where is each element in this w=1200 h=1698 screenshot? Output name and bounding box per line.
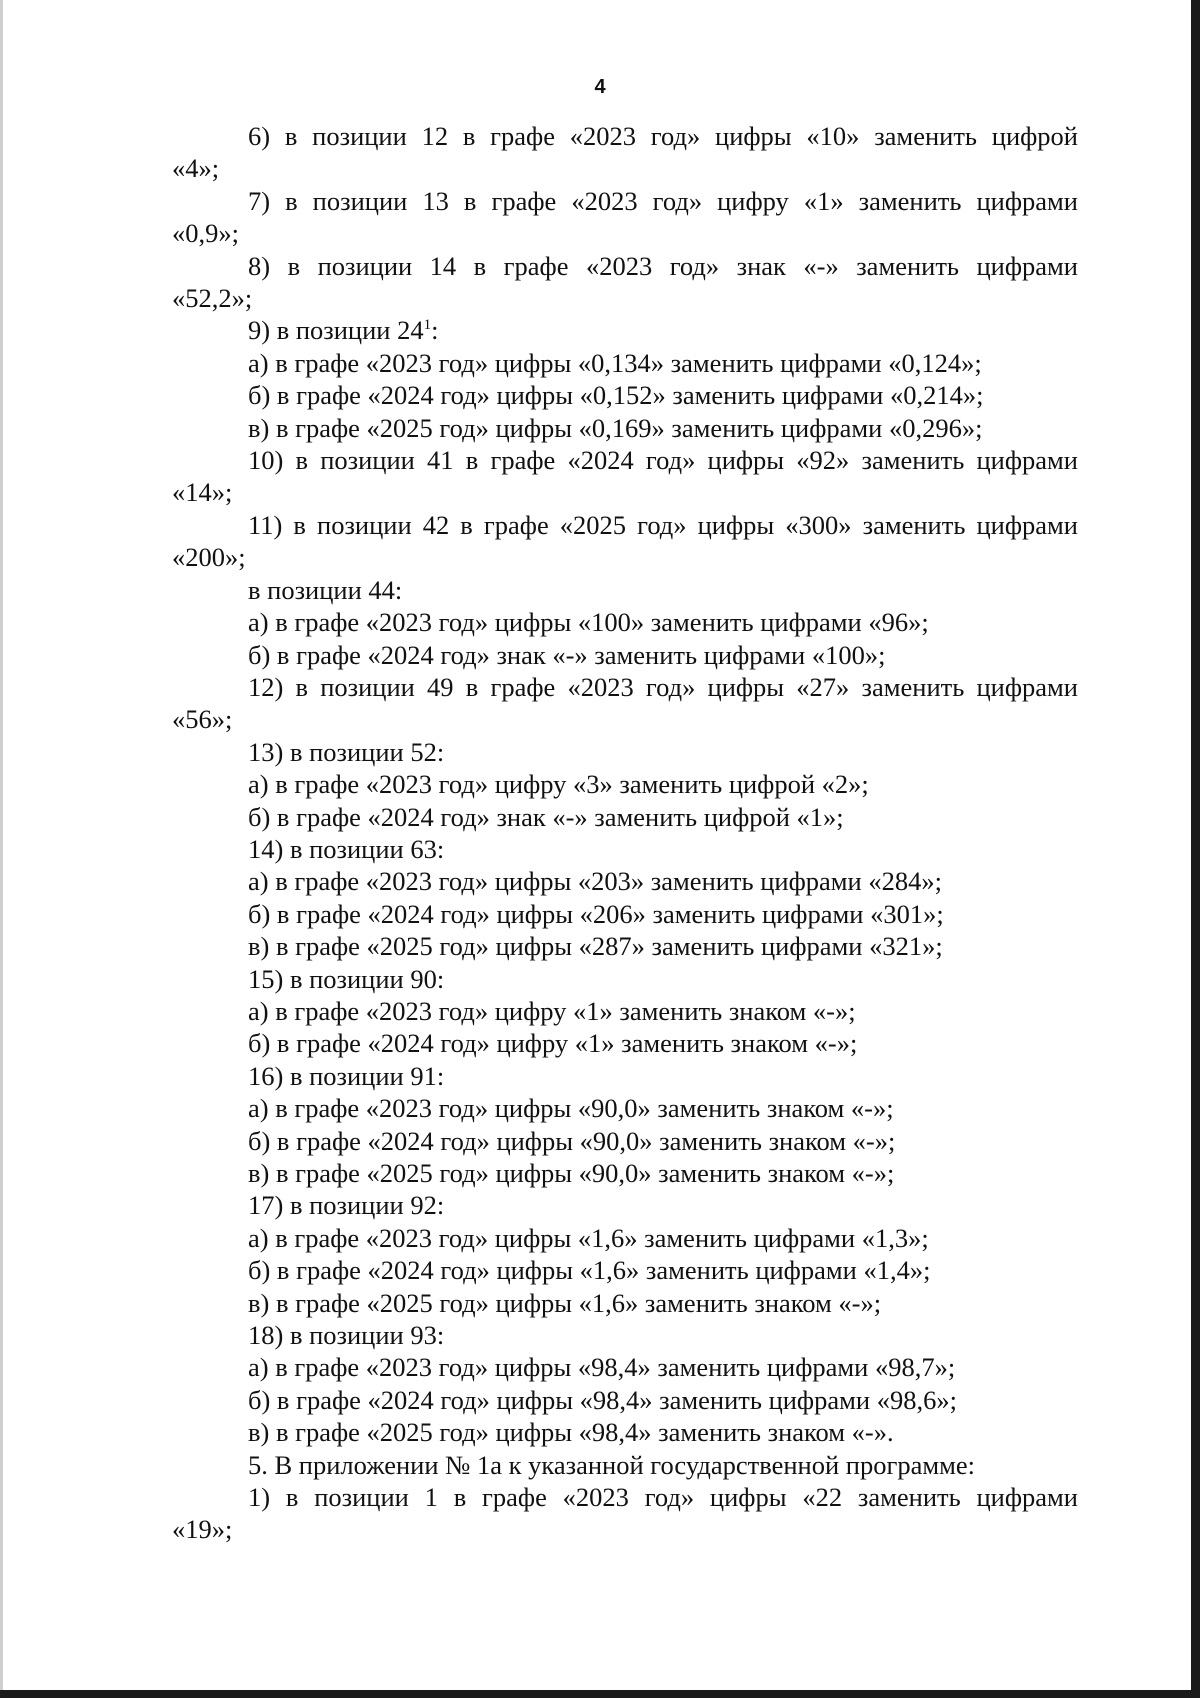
text-line [172,1125,1078,1157]
text-line [172,1092,1078,1124]
text-line [172,282,1078,314]
text-line [172,152,1078,184]
text-line [172,801,1078,833]
line-text: 1) в позиции 1 в графе «2023 год» цифры «22 заменить цифрами [248,1482,1078,1513]
line-text: 18) в позиции 93: [248,1320,445,1351]
line-text: «200»; [172,542,246,573]
line-text: в) в графе «2025 год» цифры «0,169» заменить цифрами «0,296»; [248,412,983,443]
line-text: б) в графе «2024 год» цифры «206» заменить цифрами «301»; [248,898,944,929]
line-text: а) в графе «2023 год» цифры «0,134» заменить цифрами «0,124»; [248,347,982,378]
line-text: 15) в позиции 90: [248,963,445,994]
scan-left-edge [0,0,3,1698]
line-text: 11) в позиции 42 в графе «2025 год» цифры «300» заменить цифрами [248,509,1078,540]
text-line [172,1287,1078,1319]
line-text: 12) в позиции 49 в графе «2023 год» цифры «27» заменить цифрами [248,671,1078,702]
line-text: «19»; [172,1514,233,1545]
line-text: в) в графе «2025 год» цифры «287» заменить цифрами «321»; [248,931,943,962]
line-text: «56»; [172,704,233,735]
text-line [172,1060,1078,1092]
text-line [172,250,1078,282]
line-text: в) в графе «2025 год» цифры «1,6» заменить знаком «-»; [248,1287,882,1318]
line-text: а) в графе «2023 год» цифры «98,4» заменить цифрами «98,7»; [248,1352,956,1383]
text-line [172,1222,1078,1254]
line-text: «52,2»; [172,283,253,314]
line-text: 16) в позиции 91: [248,1060,445,1091]
line-suffix: : [431,315,439,346]
text-line [172,1319,1078,1351]
line-text: в позиции 44: [248,574,403,605]
line-text: а) в графе «2023 год» цифру «1» заменить знаком «-»; [248,995,856,1026]
line-text: 17) в позиции 92: [248,1190,445,1221]
line-text: в) в графе «2025 год» цифры «98,4» заменить знаком «-». [248,1417,894,1448]
line-text: а) в графе «2023 год» цифры «1,6» заменить цифрами «1,3»; [248,1222,929,1253]
line-text: 9) в позиции 24 [248,315,424,346]
text-line [172,1481,1078,1513]
line-text: «0,9»; [172,218,239,249]
text-line [172,120,1078,152]
text-line [172,444,1078,476]
page-number: 4 [594,76,606,98]
text-line [172,963,1078,995]
line-text: 6) в позиции 12 в графе «2023 год» цифры «10» заменить цифрой [248,121,1078,151]
text-line [172,509,1078,541]
line-text: б) в графе «2024 год» знак «-» заменить цифрами «100»; [248,639,886,670]
text-line [172,185,1078,217]
text-line [172,930,1078,962]
text-line [172,1513,1078,1545]
line-text: а) в графе «2023 год» цифры «203» заменить цифрами «284»; [248,866,942,897]
text-line [172,476,1078,508]
text-line [172,1157,1078,1189]
text-line [172,1351,1078,1383]
text-line [172,995,1078,1027]
text-line [172,703,1078,735]
line-text: б) в графе «2024 год» цифры «1,6» заменить цифрами «1,4»; [248,1255,931,1286]
text-line [172,768,1078,800]
line-text: б) в графе «2024 год» знак «-» заменить цифрой «1»; [248,801,844,832]
line-text: в) в графе «2025 год» цифры «90,0» заменить знаком «-»; [248,1158,895,1188]
text-line [172,671,1078,703]
text-line [172,574,1078,606]
text-line [172,1384,1078,1416]
line-text: б) в графе «2024 год» цифры «98,4» заменить цифрами «98,6»; [248,1384,957,1415]
scan-right-edge [1191,0,1200,1698]
line-text: а) в графе «2023 год» цифры «100» заменить цифрами «96»; [248,607,929,638]
line-text: «4»; [172,153,220,184]
line-text: б) в графе «2024 год» цифру «1» заменить знаком «-»; [248,1028,858,1059]
text-line [172,606,1078,638]
scan-bottom-edge [0,1690,1200,1698]
line-text: а) в графе «2023 год» цифры «90,0» заменить знаком «-»; [248,1093,894,1124]
text-line [172,865,1078,897]
line-text: 14) в позиции 63: [248,833,445,864]
text-line [172,541,1078,573]
line-text: а) в графе «2023 год» цифру «3» заменить цифрой «2»; [248,769,869,800]
text-line [172,898,1078,930]
text-line [172,314,1078,346]
text-line [172,217,1078,249]
text-line [172,1027,1078,1059]
text-line [172,1416,1078,1448]
line-text: 10) в позиции 41 в графе «2024 год» цифры «92» заменить цифрами [248,445,1078,476]
text-line [172,639,1078,671]
text-line [172,736,1078,768]
text-line [172,412,1078,444]
text-line [172,379,1078,411]
text-line [172,833,1078,865]
text-line [172,347,1078,379]
text-line [172,1449,1078,1481]
line-text: б) в графе «2024 год» цифры «90,0» заменить знаком «-»; [248,1125,896,1156]
text-line [172,1254,1078,1286]
superscript: 1 [423,317,432,334]
line-text: 8) в позиции 14 в графе «2023 год» знак «-» заменить цифрами [248,250,1078,281]
text-line [172,1189,1078,1221]
line-text: 13) в позиции 52: [248,736,445,767]
line-text: «14»; [172,477,233,508]
line-text: 5. В приложении № 1а к указанной государственной программе: [248,1449,976,1480]
line-text: 7) в позиции 13 в графе «2023 год» цифру «1» заменить цифрами [248,185,1078,216]
document-body [172,120,1078,1546]
line-text: б) в графе «2024 год» цифры «0,152» заменить цифрами «0,214»; [248,380,984,411]
